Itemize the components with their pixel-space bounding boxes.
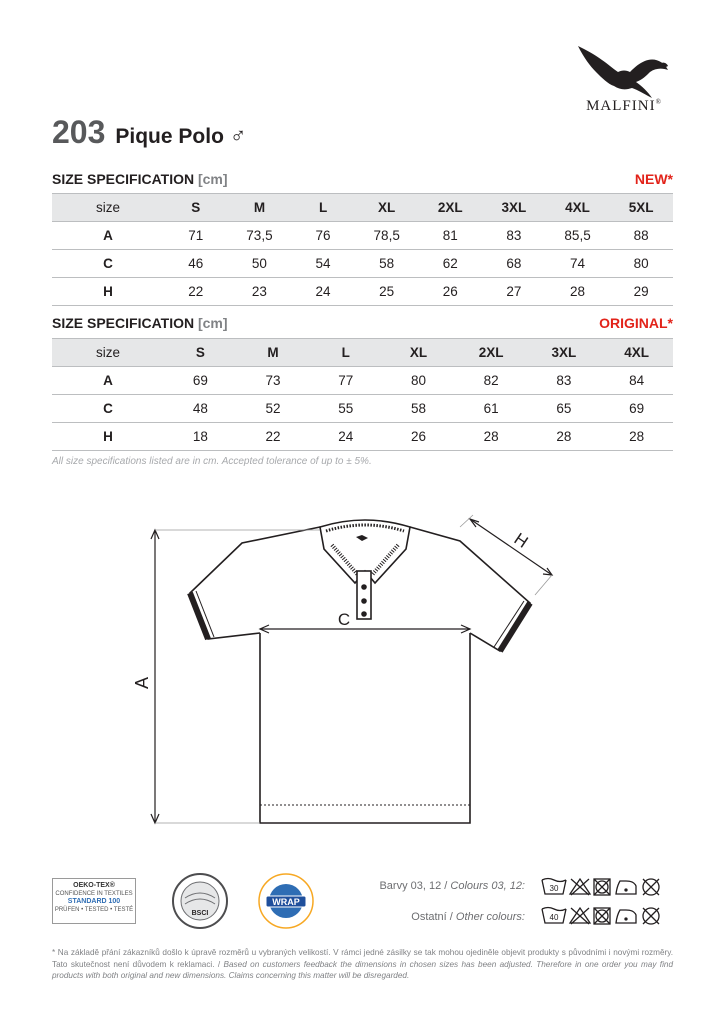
svg-text:30: 30 bbox=[549, 884, 559, 893]
svg-text:40: 40 bbox=[549, 913, 559, 922]
size-spec-heading-original: SIZE SPECIFICATION [cm] ORIGINAL* bbox=[52, 315, 673, 331]
adjustment-footnote: * Na základě přání zákazníků došlo k úpravě rozměrů u vybraných velikostí. V rámci jedné zásilky se tak mohou ojediněle objevit produkty s původními i novými rozměry. Tato skutečnost není důvodem k reklamaci. / Based on customers feedback the dimensions in chosen sizes has been adjusted. Therefore in one order you may find products with both original and new dimensions. Claims concerning this matter will be disregarded. bbox=[52, 948, 673, 980]
iron-icon bbox=[616, 910, 636, 923]
wash-40-icon bbox=[542, 908, 566, 924]
tolerance-note: All size specifications listed are in cm. Accepted tolerance of up to ± 5%. bbox=[52, 456, 372, 467]
table-row: A 69 73 77 80 82 83 84 bbox=[52, 367, 673, 395]
no-dry-clean-icon bbox=[643, 879, 659, 895]
care-label-colours-03-12: Barvy 03, 12 / Colours 03, 12: bbox=[379, 880, 525, 892]
no-bleach-icon bbox=[570, 879, 590, 895]
product-title bbox=[52, 114, 246, 154]
bsci-seal-logo bbox=[171, 872, 229, 930]
table-row: A 71 73,5 76 78,5 81 83 85,5 88 bbox=[52, 222, 673, 250]
wash-30-icon bbox=[542, 879, 566, 895]
oeko-tex-logo: OEKO-TEX® CONFIDENCE IN TEXTILES STANDARD 100 PRÜFEN • TESTED • TESTÉ bbox=[52, 878, 136, 924]
male-symbol-icon: ♂ bbox=[229, 123, 247, 148]
svg-text:BSCI: BSCI bbox=[191, 910, 209, 917]
table-row: H 18 22 24 26 28 28 28 bbox=[52, 423, 673, 451]
care-label-other-colours: Ostatní / Other colours: bbox=[411, 911, 525, 923]
table-header-row: size S M L XL 2XL 3XL 4XL 5XL bbox=[52, 194, 673, 222]
no-dry-clean-icon bbox=[643, 908, 659, 924]
product-code: 203 bbox=[52, 114, 106, 150]
care-symbols-row-2 bbox=[540, 905, 674, 927]
no-tumble-dry-icon bbox=[594, 908, 610, 924]
table-header-row: size S M L XL 2XL 3XL 4XL bbox=[52, 339, 673, 367]
svg-text:WRAP: WRAP bbox=[272, 897, 300, 907]
new-badge: NEW* bbox=[634, 171, 673, 187]
size-table-original bbox=[52, 338, 673, 451]
size-table-new bbox=[52, 193, 673, 306]
no-tumble-dry-icon bbox=[594, 879, 610, 895]
size-spec-heading-new: SIZE SPECIFICATION [cm] NEW* bbox=[52, 171, 673, 187]
table-row: H 22 23 24 25 26 27 28 29 bbox=[52, 278, 673, 306]
dimension-h-label: H bbox=[510, 529, 532, 552]
iron-icon bbox=[616, 881, 636, 894]
polo-shirt-diagram bbox=[130, 505, 570, 835]
care-symbols-row-1 bbox=[540, 876, 674, 898]
original-badge: ORIGINAL* bbox=[599, 315, 673, 331]
no-bleach-icon bbox=[570, 908, 590, 924]
dimension-a-label: A bbox=[132, 676, 152, 690]
table-row: C 46 50 54 58 62 68 74 80 bbox=[52, 250, 673, 278]
product-name: Pique Polo bbox=[115, 125, 224, 148]
table-row: C 48 52 55 58 61 65 69 bbox=[52, 395, 673, 423]
wrap-certification-logo bbox=[256, 872, 316, 930]
dimension-c-label: C bbox=[337, 610, 351, 629]
malfini-wordmark: MALFINI® bbox=[586, 98, 662, 114]
